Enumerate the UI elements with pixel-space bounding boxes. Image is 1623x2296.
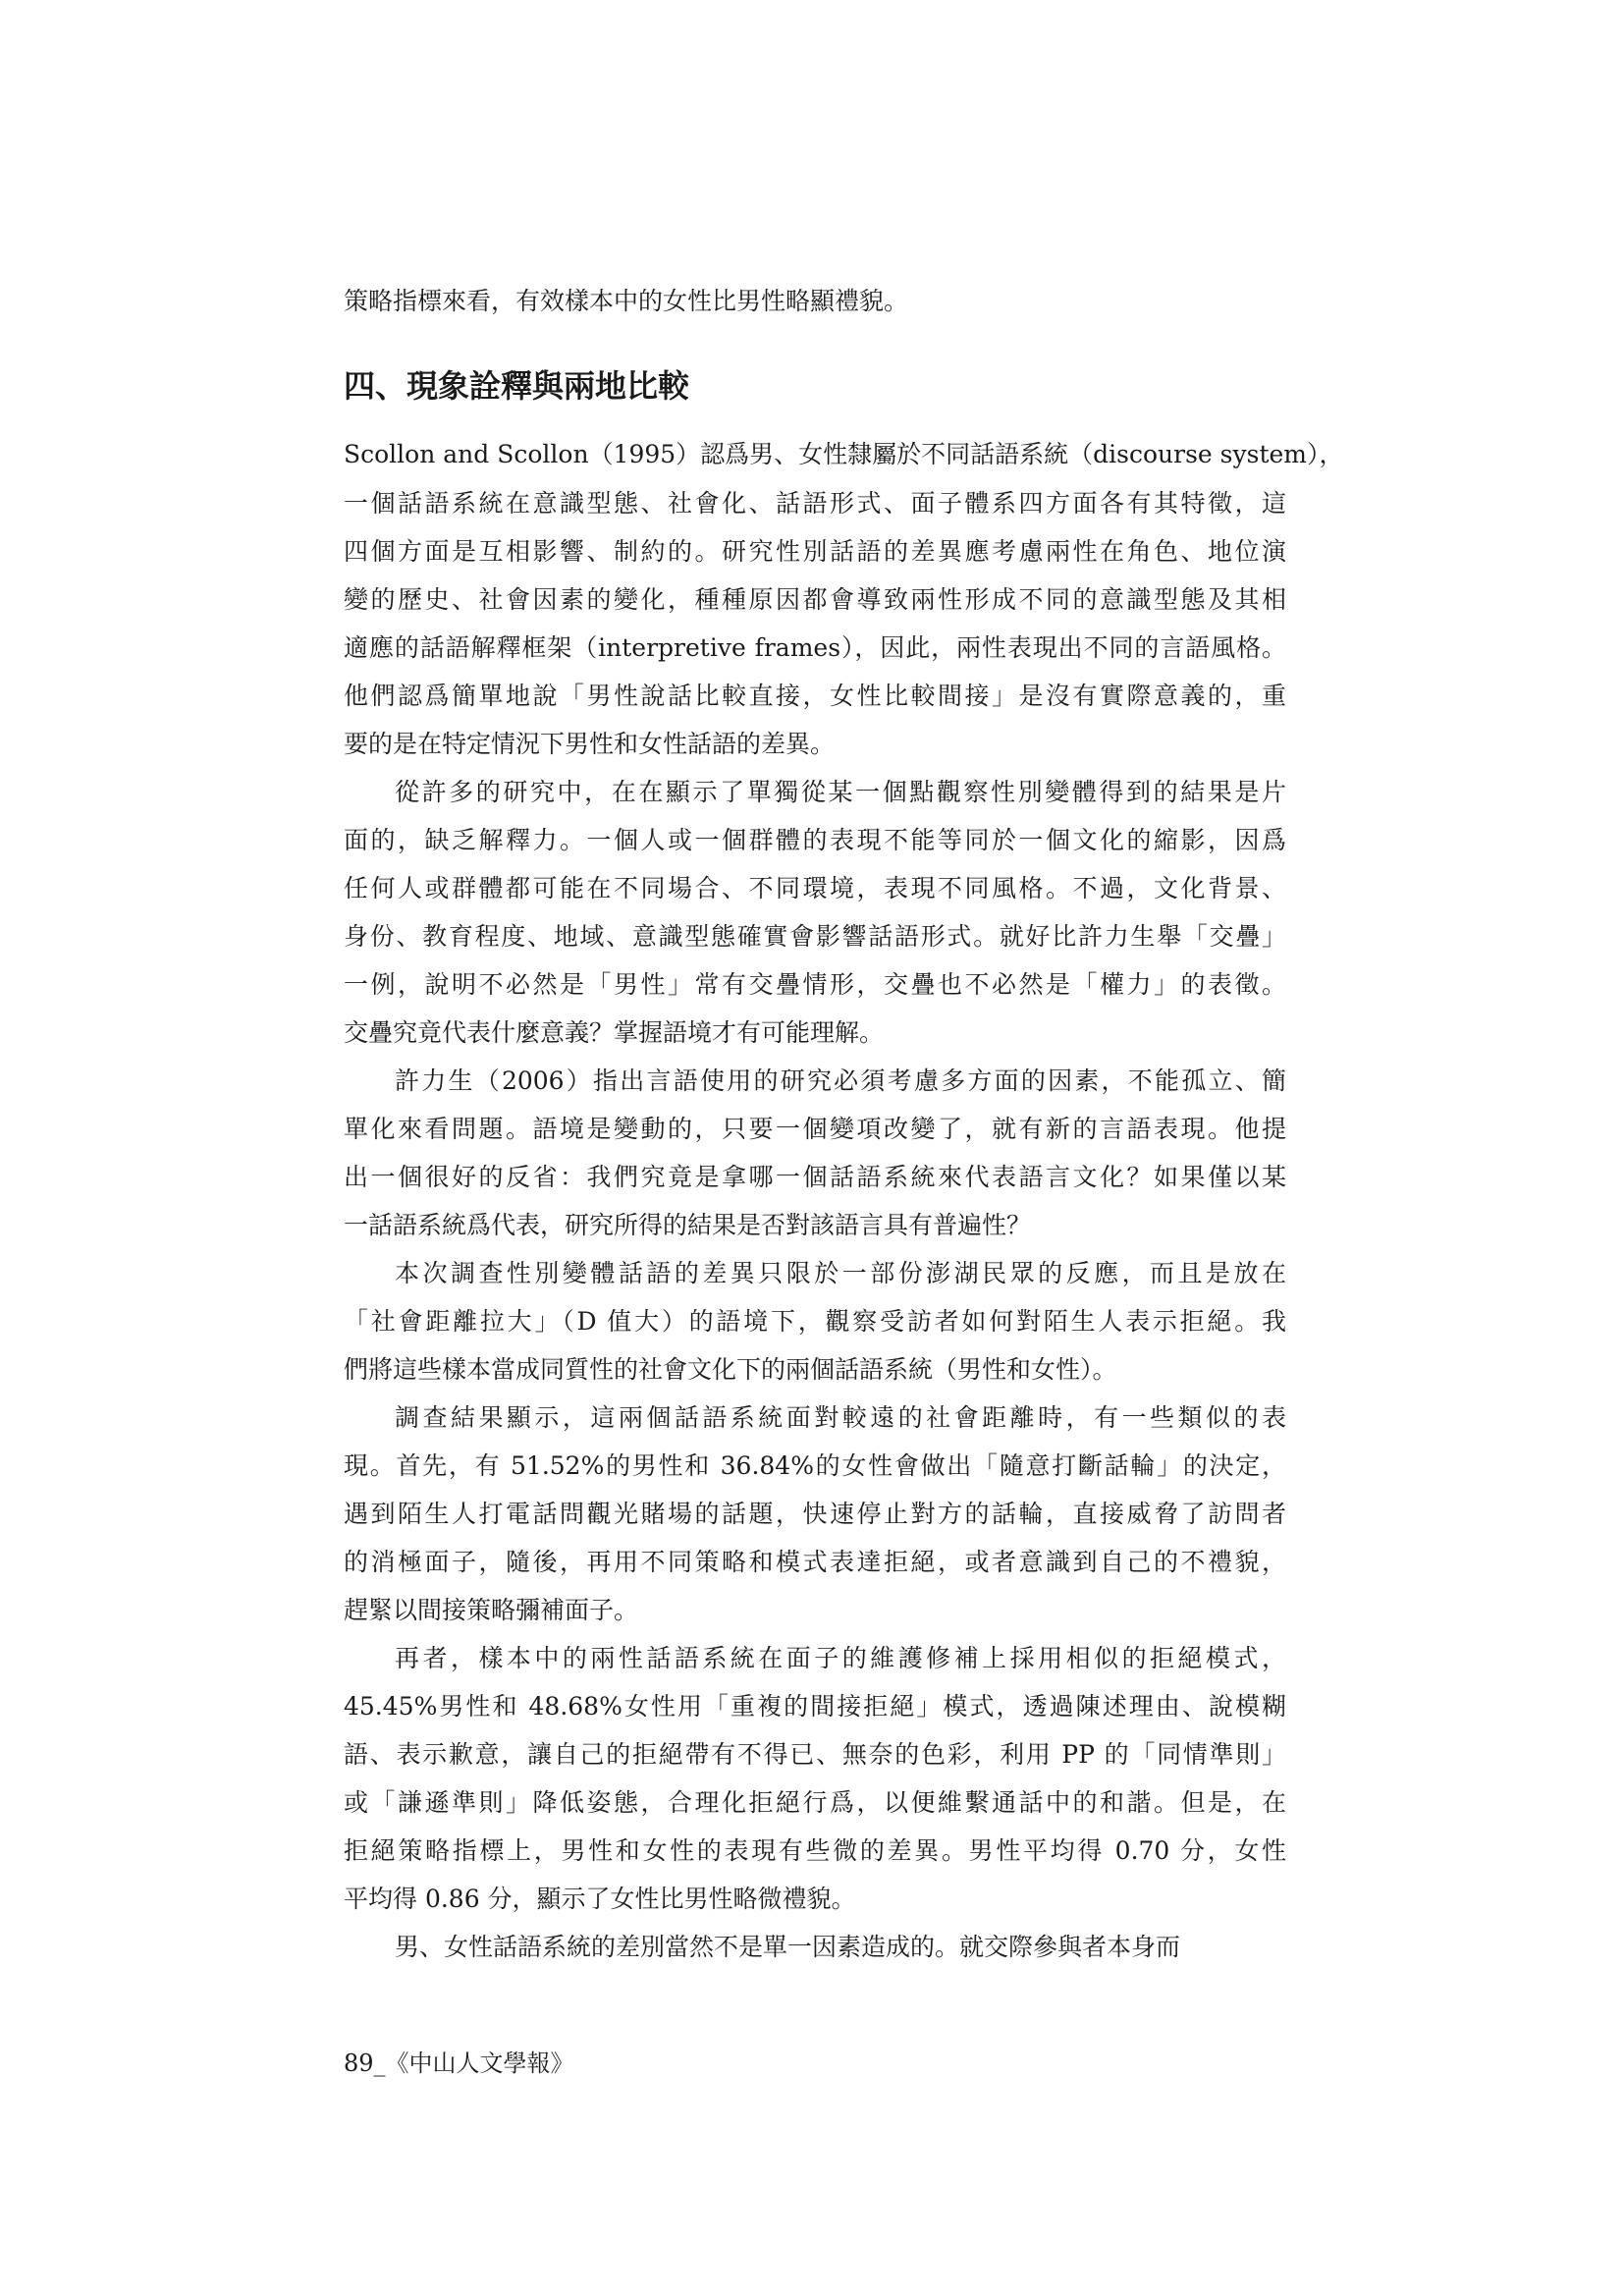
section-heading: 四、現象詮釋與兩地比較: [344, 367, 690, 405]
text-line: 四個方面是互相影響、制約的。研究性別話語的差異應考慮兩性在角色、地位演: [344, 537, 1286, 566]
text-line: 一話語系統爲代表，研究所得的結果是否對該語言具有普遍性？: [344, 1211, 1032, 1239]
text-line: 許力生（2006）指出言語使用的研究必須考慮多方面的因素，不能孤立、簡: [395, 1066, 1286, 1095]
text-line: 適應的話語解釋框架（interpretive frames），因此，兩性表現出不同的言語風格。: [344, 633, 1286, 662]
text-line: 現。首先，有 51.52%的男性和 36.84%的女性會做出「隨意打斷話輪」的決定，: [344, 1451, 1286, 1480]
text-line: 面的，缺乏解釋力。一個人或一個群體的表現不能等同於一個文化的縮影，因爲: [344, 826, 1286, 854]
text-line: 「社會距離拉大」（D 值大）的語境下，觀察受訪者如何對陌生人表示拒絕。我: [344, 1307, 1286, 1336]
text-line: 要的是在特定情況下男性和女性話語的差異。: [344, 730, 836, 758]
text-line: 遇到陌生人打電話問觀光賭場的話題，快速停止對方的話輪，直接威脅了訪問者: [344, 1500, 1286, 1528]
text-line: 45.45%男性和 48.68%女性用「重複的間接拒絕」模式，透過陳述理由、說模糊: [344, 1692, 1286, 1721]
text-line: 本次調查性別變體話語的差異只限於一部份澎湖民眾的反應，而且是放在: [395, 1259, 1286, 1287]
text-line: 男、女性話語系統的差別當然不是單一因素造成的。就交際參與者本身而: [395, 1933, 1181, 1961]
page-footer: 89_《中山人文學報》: [344, 2050, 574, 2077]
text-line: 單化來看問題。語境是變動的，只要一個變項改變了，就有新的言語表現。他提: [344, 1115, 1286, 1143]
text-line: Scollon and Scollon（1995）認爲男、女性隸屬於不同話語系統（discourse system），: [344, 440, 1344, 468]
text-line: 身份、教育程度、地域、意識型態確實會影響話語形式。就好比許力生舉「交疊」: [344, 922, 1286, 951]
text-line: 一個話語系統在意識型態、社會化、話語形式、面子體系四方面各有其特徵，這: [344, 489, 1286, 518]
text-line: 他們認爲簡單地說「男性說話比較直接，女性比較間接」是沒有實際意義的，重: [344, 682, 1286, 710]
text-line: 再者，樣本中的兩性話語系統在面子的維護修補上採用相似的拒絕模式，: [395, 1644, 1286, 1672]
text-line: 從許多的研究中，在在顯示了單獨從某一個點觀察性別變體得到的結果是片: [395, 778, 1286, 806]
text-line: 們將這些樣本當成同質性的社會文化下的兩個話語系統（男性和女性）。: [344, 1355, 1117, 1384]
text-line: 或「謙遜準則」降低姿態，合理化拒絕行爲，以便維繫通話中的和諧。但是，在: [344, 1788, 1286, 1817]
text-line: 的消極面子，隨後，再用不同策略和模式表達拒絕，或者意識到自己的不禮貌，: [344, 1548, 1286, 1576]
text-line: 出一個很好的反省：我們究竟是拿哪一個話語系統來代表語言文化？如果僅以某: [344, 1163, 1286, 1191]
continuation-line: 策略指標來看，有效樣本中的女性比男性略顯禮貌。: [344, 287, 909, 315]
text-line: 平均得 0.86 分，顯示了女性比男性略微禮貌。: [344, 1885, 856, 1913]
text-line: 變的歷史、社會因素的變化，種種原因都會導致兩性形成不同的意識型態及其相: [344, 585, 1286, 614]
text-line: 調查結果顯示，這兩個話語系統面對較遠的社會距離時，有一些類似的表: [395, 1403, 1286, 1432]
text-line: 趕緊以間接策略彌補面子。: [344, 1596, 639, 1624]
text-line: 交疊究竟代表什麼意義？掌握語境才有可能理解。: [344, 1018, 885, 1047]
text-line: 語、表示歉意，讓自己的拒絕帶有不得已、無奈的色彩，利用 PP 的「同情準則」: [344, 1740, 1286, 1769]
text-line: 任何人或群體都可能在不同場合、不同環境，表現不同風格。不過，文化背景、: [344, 874, 1286, 902]
text-line: 拒絕策略指標上，男性和女性的表現有些微的差異。男性平均得 0.70 分，女性: [344, 1836, 1286, 1865]
text-line: 一例，說明不必然是「男性」常有交疊情形，交疊也不必然是「權力」的表徵。: [344, 970, 1286, 999]
